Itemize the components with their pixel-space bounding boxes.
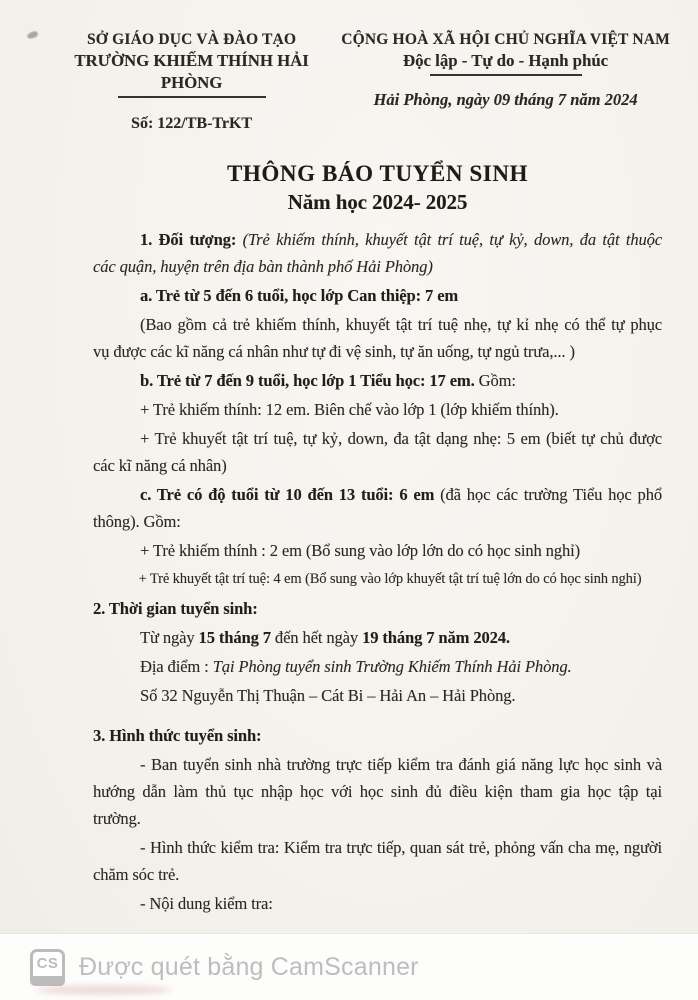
period-middle: đến hết ngày — [270, 628, 363, 647]
section1-target-note-part1: (Trẻ khiếm thính, khuyết tật trí tuệ, tự kỷ, down, đa tật thuộc — [242, 230, 662, 249]
item-a-note-line2: vụ được các kĩ năng cá nhân như tự đi vệ sinh, tự ăn uống, tự ngủ trưa,... ) — [93, 342, 575, 361]
item-b-line — [93, 367, 662, 394]
item-c-sub2-text: + Trẻ khuyết tật trí tuệ: 4 em (Bổ sung vào lớp khuyết tật trí tuệ lớn do có học sinh nghỉ) — [138, 571, 642, 587]
period-end-date: 19 tháng 7 năm 2024. — [362, 628, 510, 647]
camscanner-watermark-label: Được quét bằng CamScanner — [79, 952, 419, 981]
section3-para1 — [93, 751, 662, 832]
item-b-sub1 — [93, 396, 662, 423]
item-b-sub2 — [93, 425, 662, 479]
enrollment-address — [93, 682, 662, 709]
section3-para1-line2: hướng dẫn làm thủ tục nhập học với học sinh đủ điều kiện tham gia học tập tại — [93, 782, 662, 801]
document-subtitle: Năm học 2024- 2025 — [287, 190, 468, 214]
section3-para3 — [93, 890, 662, 917]
document-number: Số: 122/TB-TrKT — [131, 115, 253, 132]
document-title: THÔNG BÁO TUYỂN SINH — [226, 161, 529, 186]
item-c-note-part2: thông). Gồm: — [93, 512, 181, 531]
section3-para2-line2: chăm sóc trẻ. — [93, 865, 180, 884]
item-c — [93, 481, 662, 535]
enrollment-address-text: Số 32 Nguyễn Thị Thuận – Cát Bi – Hải An – Hải Phòng. — [140, 686, 516, 705]
item-c-sub1 — [93, 537, 662, 564]
item-c-sub2 — [93, 566, 662, 593]
item-a-text: a. Trẻ từ 5 đến 6 tuổi, học lớp Can thiệp: 7 em — [140, 286, 459, 305]
header-issuer-block — [44, 30, 339, 133]
issuer-school-name: TRƯỜNG KHIẾM THÍNH HẢI PHÒNG — [74, 51, 309, 92]
scan-smudge-artifact — [36, 985, 171, 995]
camscanner-icon-base — [30, 976, 65, 986]
section1-heading-line1 — [93, 226, 662, 253]
section3-heading: 3. Hình thức tuyển sinh: — [93, 726, 262, 745]
item-a-note-line1: (Bao gồm cả trẻ khiếm thính, khuyết tật trí tuệ nhẹ, tự kỉ nhẹ có thể tự phục — [140, 315, 662, 334]
national-title: CỘNG HOÀ XÃ HỘI CHỦ NGHĨA VIỆT NAM — [341, 31, 670, 48]
item-c-bold: c. Trẻ có độ tuổi từ 10 đến 13 tuổi: 6 em — [140, 485, 441, 504]
period-start-date: 15 tháng 7 — [198, 628, 271, 647]
section3-para2 — [93, 834, 662, 888]
section3-para2-line1: - Hình thức kiểm tra: Kiểm tra trực tiếp, quan sát trẻ, phỏng vấn cha mẹ, người — [140, 838, 662, 857]
section2-heading: 2. Thời gian tuyển sinh: — [93, 599, 258, 618]
section3-para1-line1: - Ban tuyển sinh nhà trường trực tiếp kiểm tra đánh giá năng lực học sinh và — [140, 755, 662, 774]
item-b — [93, 367, 662, 394]
section1-number-label: 1. Đối tượng: — [140, 230, 243, 249]
issuer-department: SỞ GIÁO DỤC VÀ ĐÀO TẠO — [86, 31, 297, 48]
item-c-line1 — [93, 481, 662, 508]
item-b-bold: b. Trẻ từ 7 đến 9 tuổi, học lớp 1 Tiểu học: 17 em. — [140, 371, 479, 390]
enrollment-period — [93, 624, 662, 651]
location-value: Tại Phòng tuyển sinh Trường Khiếm Thính Hải Phòng. — [212, 657, 572, 676]
motto-underline — [430, 74, 582, 76]
item-a — [93, 282, 662, 309]
period-prefix: Từ ngày — [140, 628, 199, 647]
header-national-block — [339, 30, 672, 133]
item-c-sub1-text: + Trẻ khiếm thính : 2 em (Bổ sung vào lớp lớn do có học sinh nghỉ) — [140, 541, 580, 560]
camscanner-icon-letters: CS — [30, 949, 65, 976]
enrollment-location-line — [93, 653, 662, 680]
item-c-note-part1: (đã học các trường Tiểu học phổ — [440, 485, 662, 504]
section1-heading — [93, 226, 662, 280]
title-block — [93, 159, 662, 216]
document-header — [0, 0, 698, 133]
issuer-underline — [118, 96, 266, 98]
section1-target-note-part2: các quận, huyện trên địa bàn thành phố Hải Phòng) — [93, 257, 433, 276]
enrollment-location — [93, 653, 662, 680]
item-b-suffix: Gồm: — [478, 371, 516, 390]
enrollment-period-line — [93, 624, 662, 651]
camscanner-icon — [30, 949, 65, 986]
national-motto: Độc lập - Tự do - Hạnh phúc — [403, 51, 609, 70]
item-a-note — [93, 311, 662, 365]
location-label: Địa điểm : — [140, 657, 213, 676]
item-b-sub1-text: + Trẻ khiếm thính: 12 em. Biên chế vào lớp 1 (lớp khiếm thính). — [140, 400, 559, 419]
section3-para1-line3: trường. — [93, 809, 141, 828]
document-body — [0, 159, 698, 917]
item-b-sub2-line1: + Trẻ khuyết tật trí tuệ, tự kỷ, down, đa tật dạng nhẹ: 5 em (biết tự chủ được — [140, 429, 662, 448]
section3-para3-text: - Nội dung kiểm tra: — [140, 894, 273, 913]
item-b-sub2-line2: các kĩ năng cá nhân) — [93, 456, 227, 475]
place-dateline: Hải Phòng, ngày 09 tháng 7 năm 2024 — [373, 90, 638, 109]
